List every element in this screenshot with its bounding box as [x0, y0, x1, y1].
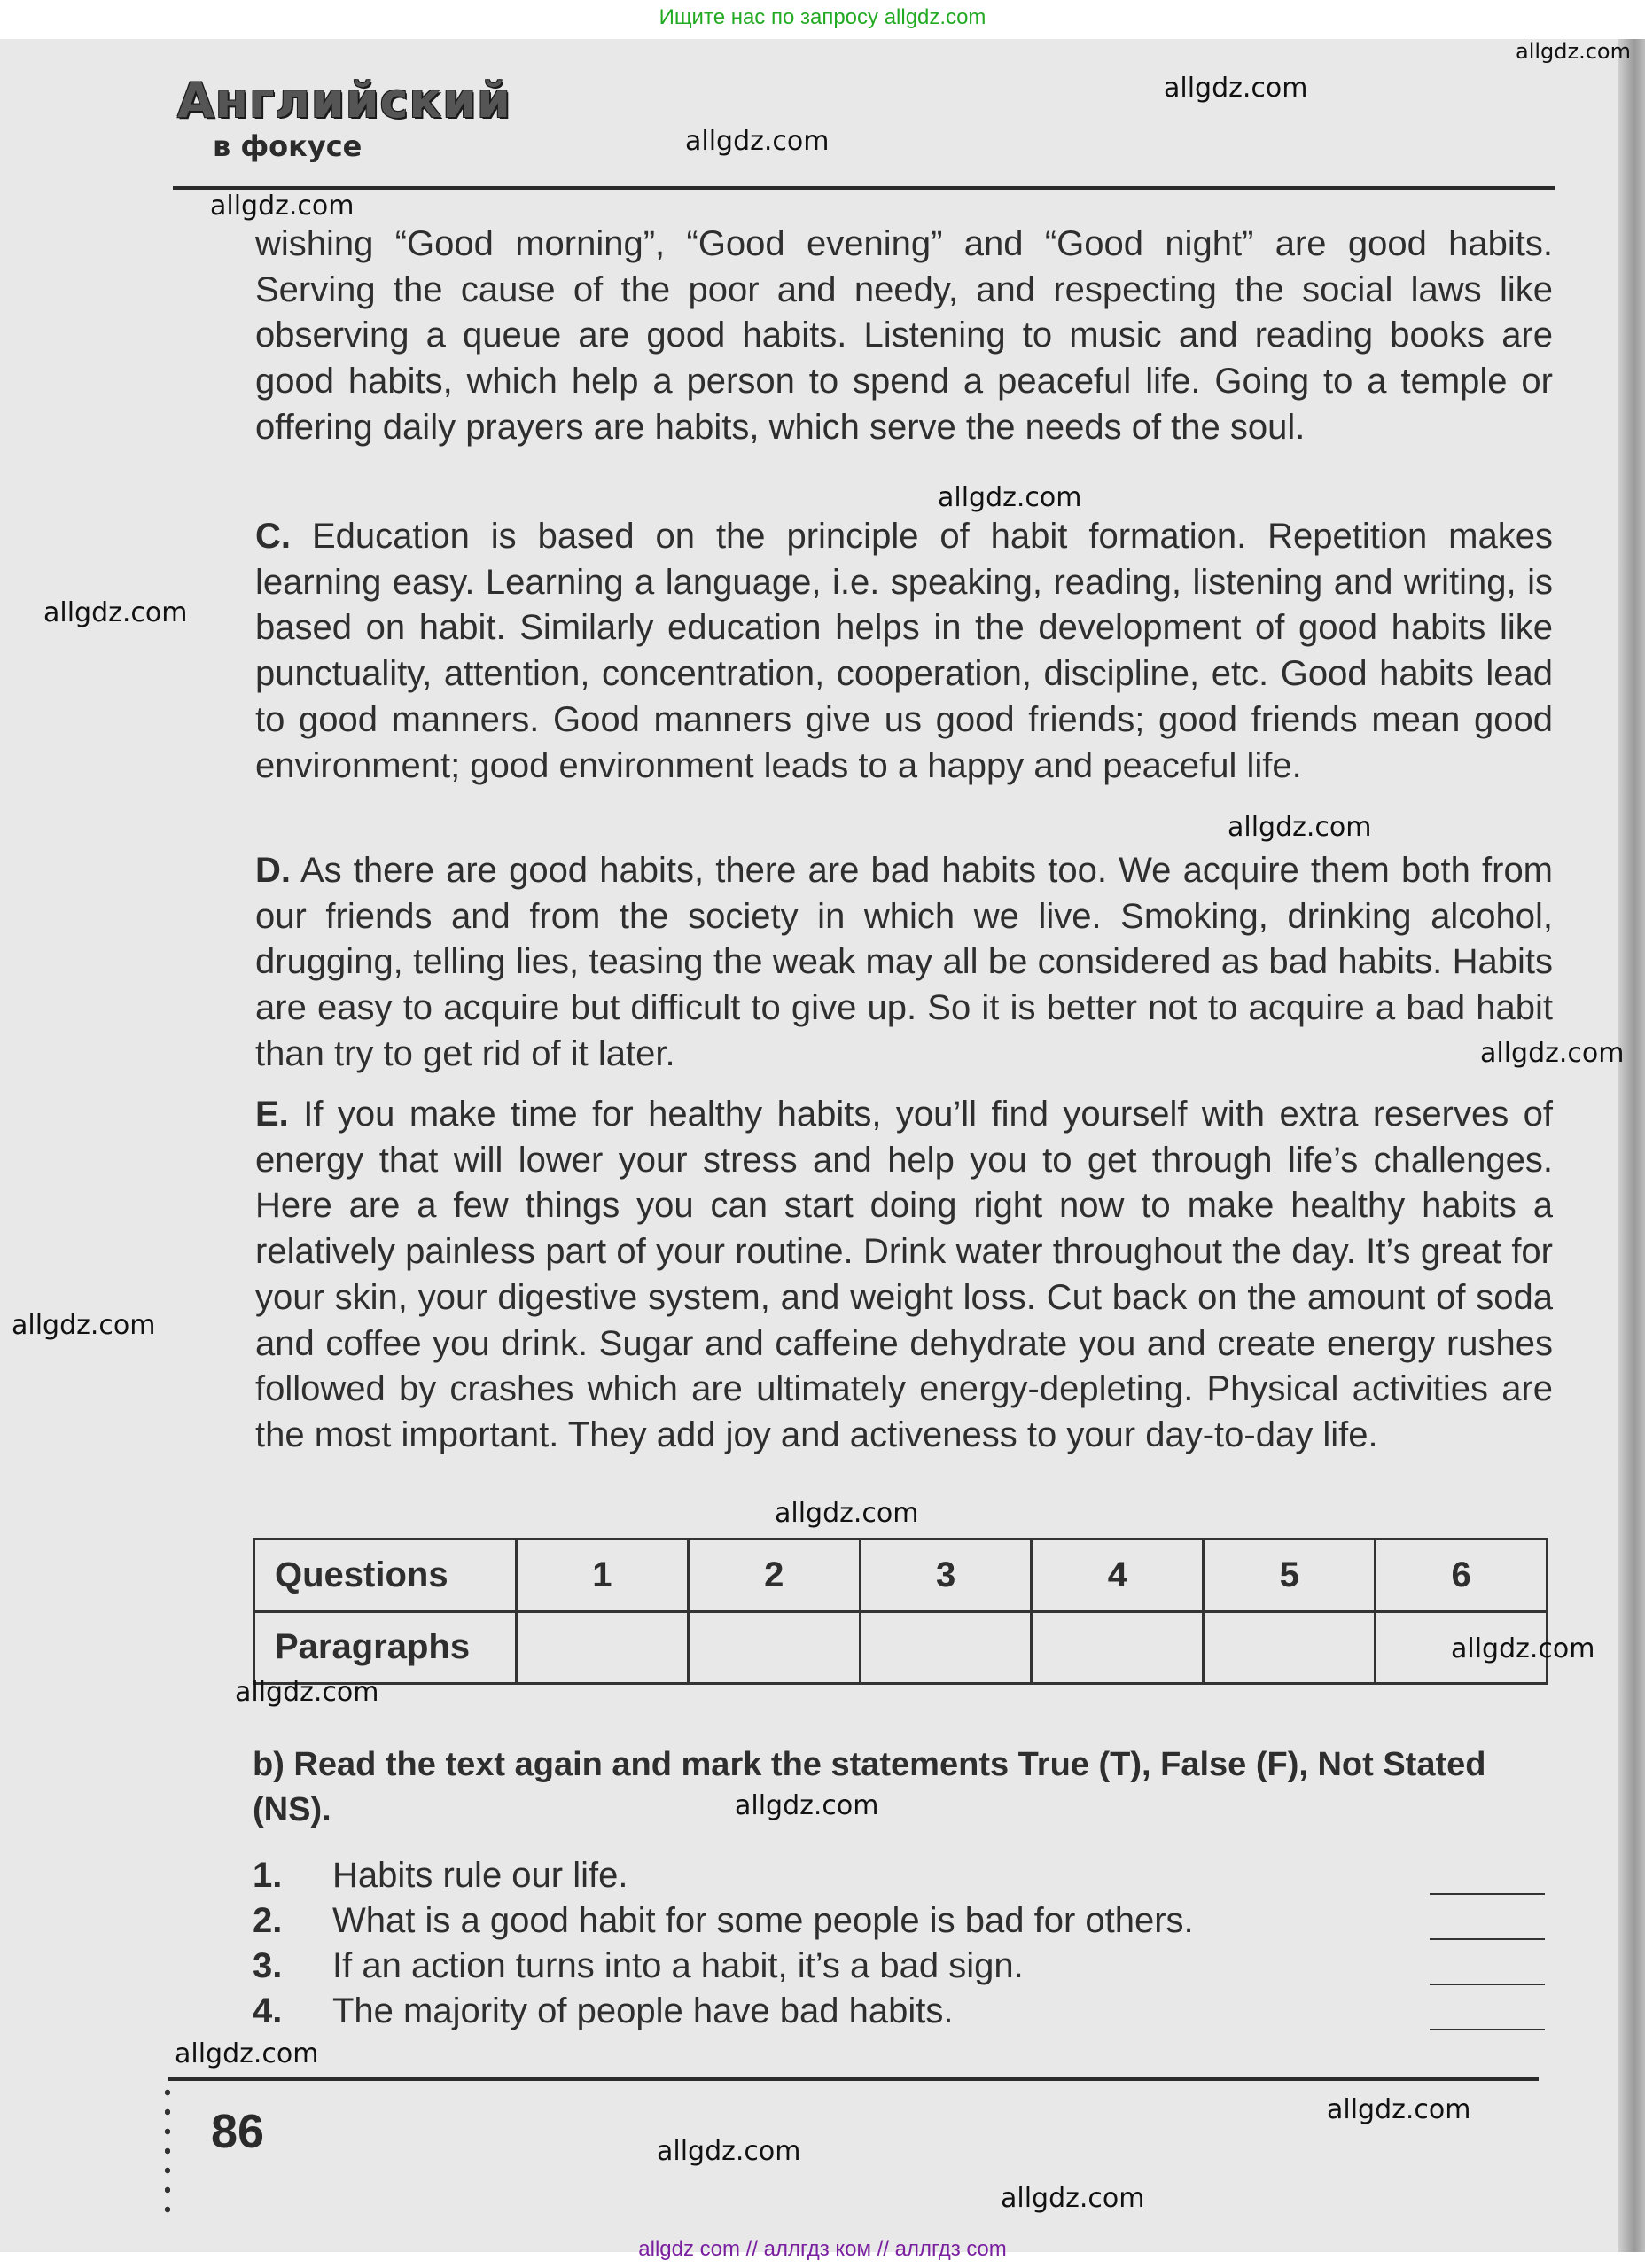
bottom-banner: allgdz com // аллгдз ком // аллгдз com — [638, 2237, 1007, 2261]
paragraph-text: As there are good habits, there are bad habits too. We acquire them both from our friends and from the society in which we live. Smoking, drinking alcohol, drugging, telling lies, teasing the weak may all be considered as bad habits. Habits are easy to acquire but difficult to give up. So it is better not to acquire a bad habit than try to get rid of it later. — [255, 851, 1554, 1073]
logo-subtitle: в фокусе — [213, 129, 363, 163]
statement-3 — [253, 1946, 1555, 1991]
question-number: 2 — [688, 1539, 860, 1612]
answer-cell[interactable] — [1204, 1611, 1376, 1684]
answer-blank[interactable] — [1430, 1938, 1545, 1940]
statement-1 — [253, 1856, 1555, 1900]
watermark: allgdz.com — [43, 597, 188, 628]
page-edge-shadow — [1618, 39, 1645, 2252]
page-number: 86 — [211, 2105, 265, 2158]
watermark: allgdz.com — [685, 126, 830, 157]
statement-text: What is a good habit for some people is bad for others. — [332, 1901, 1194, 1940]
matching-table — [253, 1538, 1548, 1685]
dotted-margin — [165, 2083, 170, 2216]
watermark: allgdz.com — [1228, 812, 1372, 843]
watermark: allgdz.com — [175, 2038, 319, 2069]
statement-text: Habits rule our life. — [332, 1856, 628, 1895]
top-banner: Ищите нас по запросу allgdz.com — [659, 5, 986, 29]
statement-number: 3. — [253, 1946, 283, 1985]
watermark: allgdz.com — [235, 1677, 379, 1708]
watermark: allgdz.com — [1516, 39, 1631, 64]
statement-text: If an action turns into a habit, it’s a bad sign. — [332, 1946, 1024, 1985]
watermark: allgdz.com — [1327, 2094, 1471, 2125]
answer-cell[interactable] — [860, 1611, 1032, 1684]
book-logo — [177, 73, 511, 170]
task-b-heading: b) Read the text again and mark the statements True (T), False (F), Not Stated (NS). — [253, 1746, 1486, 1828]
logo-title: Английский — [177, 73, 511, 129]
header-rule — [173, 186, 1555, 190]
statement-number: 4. — [253, 1991, 283, 2030]
question-number: 1 — [517, 1539, 689, 1612]
paragraph-label: E. — [255, 1095, 289, 1134]
paragraph-d — [255, 848, 1553, 1078]
answer-blank[interactable] — [1430, 1893, 1545, 1895]
table-row — [254, 1611, 1548, 1684]
statement-4 — [253, 1991, 1555, 2036]
paragraph-b-continuation — [255, 222, 1553, 451]
table-row — [254, 1539, 1548, 1612]
paragraph-c — [255, 514, 1553, 789]
watermark: allgdz.com — [775, 1498, 919, 1529]
watermark: allgdz.com — [657, 2136, 801, 2167]
answer-blank[interactable] — [1430, 1984, 1545, 1985]
watermark: allgdz.com — [1001, 2183, 1145, 2214]
paragraph-text: If you make time for healthy habits, you’ll find yourself with extra reserves of energy that will lower your stress and help you to get through life’s challenges. Here are a few things you can start doing right now to make healthy habits a relatively painless part of your routine. Drink water throughout the day. It’s great for your skin, your digestive system, and weight loss. Cut back on the amount of soda and coffee you drink. Sugar and caffeine dehydrate you and create energy rushes followed by crashes which are ultimately energy-depleting. Physical activities are the most important. They add joy and activeness to your day-to-day life. — [255, 1095, 1553, 1454]
statement-number: 1. — [253, 1856, 283, 1895]
answer-cell[interactable] — [517, 1611, 689, 1684]
paragraph-label: C. — [255, 517, 291, 556]
statement-2 — [253, 1901, 1555, 1945]
footer-rule — [168, 2077, 1539, 2081]
answer-cell[interactable] — [1032, 1611, 1204, 1684]
question-number: 6 — [1376, 1539, 1548, 1612]
paragraph-text: Education is based on the principle of habit formation. Repetition makes learning easy. Learning a language, i.e. speaking, reading, listening and writing, is based on habit. Similarly education helps in the development of good habits like punctuality, attention, concentration, cooperation, discipline, etc. Good habits lead to good manners. Good manners give us good friends; good friends mean good environment; good environment leads to a happy and peaceful life. — [255, 517, 1553, 785]
watermark: allgdz.com — [938, 482, 1082, 513]
watermark: allgdz.com — [210, 191, 355, 222]
statement-number: 2. — [253, 1901, 283, 1940]
answer-cell[interactable] — [688, 1611, 860, 1684]
questions-header: Questions — [254, 1539, 517, 1612]
question-number: 5 — [1204, 1539, 1376, 1612]
question-number: 3 — [860, 1539, 1032, 1612]
watermark: allgdz.com — [12, 1310, 156, 1341]
watermark: allgdz.com — [735, 1790, 879, 1821]
question-number: 4 — [1032, 1539, 1204, 1612]
statement-text: The majority of people have bad habits. — [332, 1991, 954, 2030]
watermark: allgdz.com — [1164, 73, 1308, 104]
paragraph-label: D. — [255, 851, 291, 890]
answer-blank[interactable] — [1430, 2029, 1545, 2030]
paragraph-text: wishing “Good morning”, “Good evening” and “Good night” are good habits. Serving the cause of the poor and needy, and respecting the social laws like observing a queue are good habits. Listening to music and reading books are good habits, which help a person to spend a peaceful life. Going to a temple or offering daily prayers are habits, which serve the needs of the soul. — [255, 224, 1553, 447]
paragraphs-header: Paragraphs — [254, 1611, 517, 1684]
watermark: allgdz.com — [1451, 1633, 1595, 1664]
paragraph-e — [255, 1092, 1553, 1459]
watermark: allgdz.com — [1480, 1038, 1625, 1069]
